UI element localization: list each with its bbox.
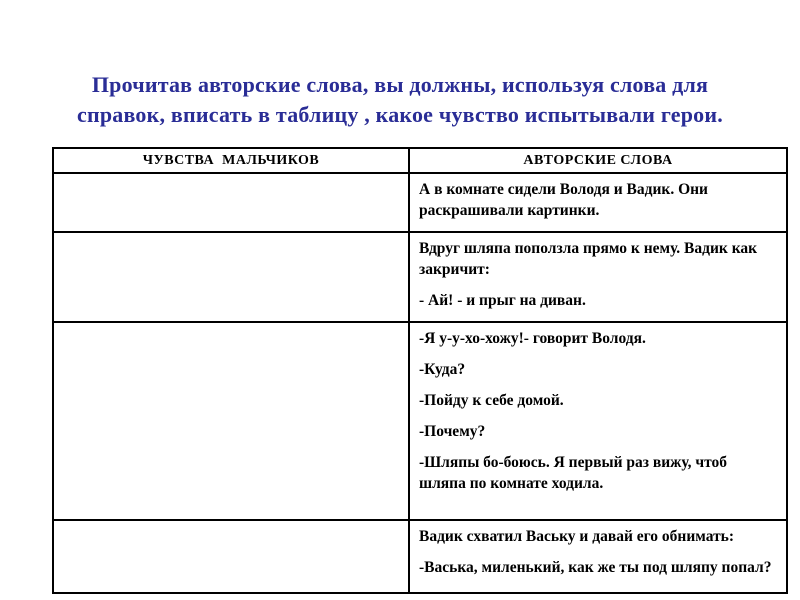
- author-paragraph: Вадик схватил Ваську и давай его обнимать:: [419, 528, 735, 545]
- feelings-cell: [53, 173, 409, 232]
- author-paragraph: Вдруг шляпа поползла прямо к нему. Вадик как закричит:: [419, 240, 758, 278]
- author-paragraph: -Васька, миленький, как же ты под шляпу попал?: [419, 559, 772, 576]
- slide-title-line: Прочитав авторские слова, вы должны, используя слова для: [91, 72, 709, 97]
- column-header-feelings: ЧУВСТВА МАЛЬЧИКОВ: [53, 148, 409, 173]
- author-paragraph: -Почему?: [419, 423, 486, 440]
- author-words-cell: [409, 173, 787, 232]
- author-paragraph: -Шляпы бо-боюсь. Я первый раз вижу, чтоб шляпа по комнате ходила.: [419, 454, 727, 492]
- feelings-table: [52, 147, 788, 594]
- author-paragraph: -Куда?: [419, 361, 466, 378]
- author-paragraph: А в комнате сидели Володя и Вадик. Они раскрашивали картинки.: [419, 181, 708, 219]
- author-paragraph: - Ай! - и прыг на диван.: [419, 292, 586, 309]
- header-row: [53, 148, 787, 173]
- feelings-cell: [53, 322, 409, 520]
- author-words-cell: [409, 322, 787, 520]
- column-header-author-words: АВТОРСКИЕ СЛОВА: [409, 148, 787, 173]
- author-words-cell: [409, 232, 787, 322]
- table-row: [53, 520, 787, 593]
- slide-title: [0, 70, 800, 130]
- table-row: [53, 322, 787, 520]
- table-row: [53, 173, 787, 232]
- author-paragraph: -Пойду к себе домой.: [419, 392, 564, 409]
- author-paragraph: -Я у-у-хо-хожу!- говорит Володя.: [419, 330, 646, 347]
- author-words-cell: [409, 520, 787, 593]
- slide-title-line: справок, вписать в таблицу , какое чувство испытывали герои.: [77, 102, 723, 127]
- feelings-cell: [53, 232, 409, 322]
- table-row: [53, 232, 787, 322]
- feelings-cell: [53, 520, 409, 593]
